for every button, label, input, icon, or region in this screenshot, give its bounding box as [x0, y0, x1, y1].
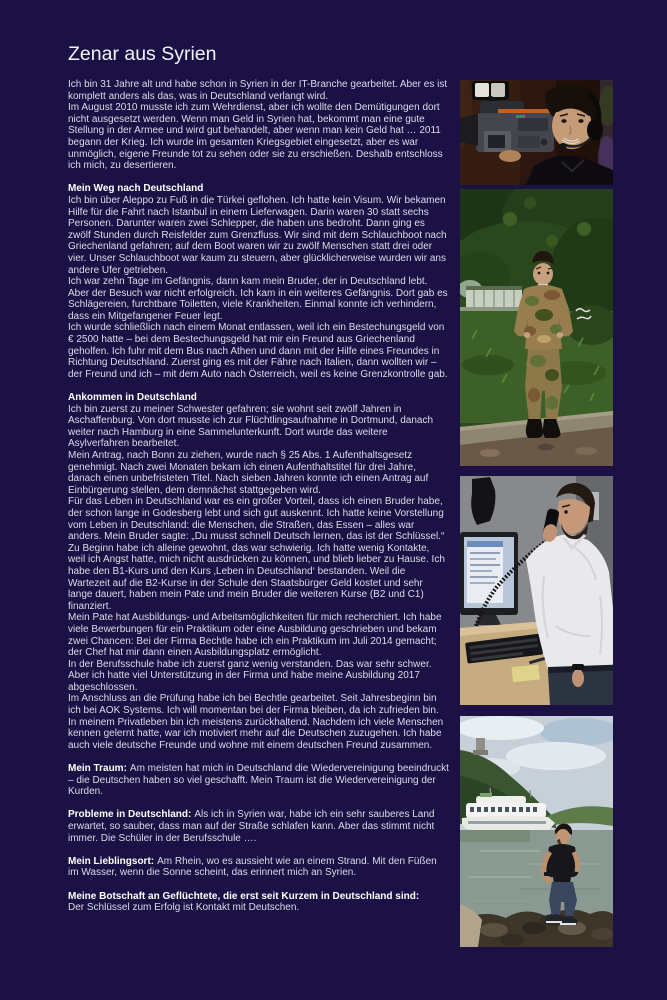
block-label: Meine Botschaft an Geflüchtete, die erst seit Kurzem in Deutschland sind: [68, 890, 420, 902]
photo-rhine [460, 716, 613, 947]
block-text: Am meisten hat mich in Deutschland die Wiedervereinigung beeindruckt – die Deutschen haben so viel geschafft. Mein Traum ist die Wiedervereinigung der Kurden. [68, 763, 449, 798]
photo-cameraman-image [460, 80, 613, 185]
block-mein-traum [68, 763, 449, 798]
photo-office [460, 476, 613, 705]
block-text: Am Rhein, wo es aussieht wie an einem Strand. Mit den Füßen im Wasser, wenn die Sonne scheint, das erinnert mich an Syrien. [68, 855, 437, 879]
block-text: Als ich in Syrien war, habe ich ein sehr sauberes Land erwartet, so sauber, dass man auf der Straße schlafen kann. Aber das stimmt nicht immer. Die Schüler in der Berufsschule …. [68, 809, 435, 844]
body-paragraph: Im Anschluss an die Prüfung habe ich bei Bechtle gearbeitet. Seit Jahresbeginn bin ich bei AOK Systems. Ich will momentan bei der Firma bleiben, da ich zufrieden bin. [68, 693, 439, 717]
body-paragraph: Mein Antrag, nach Bonn zu ziehen, wurde nach § 25 Abs. 1 Aufenthaltsgesetz genehmigt. Nach zwei Monaten bekam ich einen Aufenthaltstitel für drei Jahre, danach einen unbefristeten Titel. Nach sieben Jahren konnte ich einen Antrag auf Einbürgerung stellen, dem demnächst stattgegeben wird. [68, 450, 429, 496]
photo-cameraman [460, 80, 613, 185]
photo-office-image [460, 476, 613, 705]
section-heading-weg: Mein Weg nach Deutschland [68, 183, 204, 195]
intro-paragraph: Ich bin 31 Jahre alt und habe schon in Syrien in der IT-Branche gearbeitet. Aber es ist komplett anders als das, was in Deutschland verlangt wird. [68, 79, 448, 102]
block-botschaft [68, 891, 449, 914]
block-label: Mein Lieblingsort: [68, 855, 155, 867]
block-text: Der Schlüssel zum Erfolg ist Kontakt mit Deutschen. [68, 902, 300, 914]
photo-soldier [460, 189, 613, 466]
monitor [460, 532, 518, 625]
block-label: Mein Traum: [68, 763, 127, 775]
body-paragraph: Ich wurde schließlich nach einem Monat entlassen, weil ich ein Bestechungsgeld von € 2500 hatte – bei dem Bestechungsgeld hat mir ein Freund aus Griechenland geholfen. Ich fuhr mit dem Bus nach Athen und dann mit der Hilfe eines Freundes in Richtung Deutschland. Zuerst ging es mit der Fähre nach Italien, dann wollten wir – der Freund und ich – mit dem Auto nach Österreich, weil es keine Grenzkontrolle gab. [68, 322, 448, 380]
photo-rhine-image [460, 716, 613, 947]
intro-paragraph: Im August 2010 musste ich zum Wehrdienst, aber ich wollte den Demütigungen dort nicht ausgesetzt werden. Wenn man Geld in Syrien hat, bekommt man eine gute Stellung in der Armee und wird gut behandelt, aber wenn man kein Geld hat … 2011 begann der Krieg. Ich wurde im gesamten Kriegsgebiet eingesetzt, aber es war unmöglich, eigene Freunde tot zu sehen oder sie zu erschießen. Deshalb entschloss ich mich, zu desertieren. [68, 102, 443, 172]
body-paragraph: Für das Leben in Deutschland war es ein großer Vorteil, dass ich einen Bruder habe, der schon lange in Godesberg lebt und sich gut auskennt. Ich hatte keine Vorstellung vom Leben in Deutschland: die Menschen, die Straßen, das Essen – alles war anders. Mein Bruder sagte: „Du musst schnell Deutsch lernen, das ist der Schlüssel.“ [68, 496, 445, 543]
block-lieblingsort [68, 856, 449, 879]
body-paragraph: Mein Pate hat Ausbildungs- und Arbeitsmöglichkeiten für mich recherchiert. Ich habe viele Bewerbungen für ein Praktikum oder eine Ausbildung geschrieben und bekam zwei Chancen: Bei der Firma Bechtle habe ich ein Praktikum im Juli 2014 gemacht; der Chef hat mir dann einen Ausbildungsplatz ermöglicht. [68, 612, 442, 659]
article [68, 42, 449, 914]
camera-light [472, 81, 509, 100]
section-heading-ankommen: Ankommen in Deutschland [68, 392, 197, 404]
block-probleme [68, 809, 449, 844]
page-title: Zenar aus Syrien [68, 43, 217, 65]
body-paragraph: Ich bin zuerst zu meiner Schwester gefahren; sie wohnt seit zwölf Jahren in Aschaffenburg. Von dort musste ich zur Flüchtlingsaufnahme in Dortmund, danach weiter nach Hamburg in eine Sammelunterkunft. Dort wurde das weitere Asylverfahren bearbeitet. [68, 403, 434, 450]
body-paragraph: In der Berufsschule habe ich zuerst ganz wenig verstanden. Das war sehr schwer. Aber ich hatte viel Unterstützung in der Firma und habe meine Ausbildung 2017 abgeschlossen. [68, 658, 432, 693]
fence [466, 286, 522, 307]
body-paragraph: Zu Beginn habe ich alleine gewohnt, das war schwierig. Ich hatte wenig Kontakte, weil ich Angst hatte, mich nicht ausdrücken zu können, und blieb lieber zu Hause. Ich habe den B1-Kurs und den Kurs ‚Leben in Deutschland‘ bestanden. Weil die Wartezeit auf die B2-Kurse in der Schule den Staatsbürger Geld kostet und sehr lange dauert, haben mein Pate und mein Bruder die weiteren Kurse (B2 und C1) finanziert. [68, 542, 445, 612]
body-paragraph: In meinem Privatleben bin ich meistens zurückhaltend. Nachdem ich viele Menschen kennen gelernt hatte, war ich motiviert mehr auf die Deutschen zuzugehen. Ich habe auch viele deutsche Freunde und wohne mit einem deutschen Freund zusammen. [68, 716, 444, 751]
body-paragraph: Ich war zehn Tage im Gefängnis, dann kam mein Bruder, der in Deutschland lebt. Aber der Besuch war nicht erfolgreich. Ich kam in ein weiteres Gefängnis. Dort gab es Schlägereien, furchtbare Toiletten, viele Krankheiten. Einmal konnte ich verhindern, dass ein Mitgefangener Feuer legt. [68, 276, 448, 322]
river [460, 830, 613, 922]
block-label: Probleme in Deutschland: [68, 809, 192, 821]
body-paragraph: Ich bin über Aleppo zu Fuß in die Türkei geflohen. Ich hatte kein Visum. Wir bekamen Hilfe für die Fahrt nach Istanbul in einem Lieferwagen. Darin waren 30 statt sechs Personen. Darunter waren zwei Schlepper, die haben uns bedroht. Dann ging es zwölf Stunden durch Reisfelder zum Grenzfluss. Wir sind mit dem Schlauchboot nach Griechenland gefahren; auf dem Boot waren wir zu zwölf Menschen statt drei oder vier. Unser Schlauchboot war kaum zu steuern, aber glücklicherweise wurden wir ans andere Ufer getrieben. [68, 194, 447, 276]
photo-soldier-image [460, 189, 613, 466]
